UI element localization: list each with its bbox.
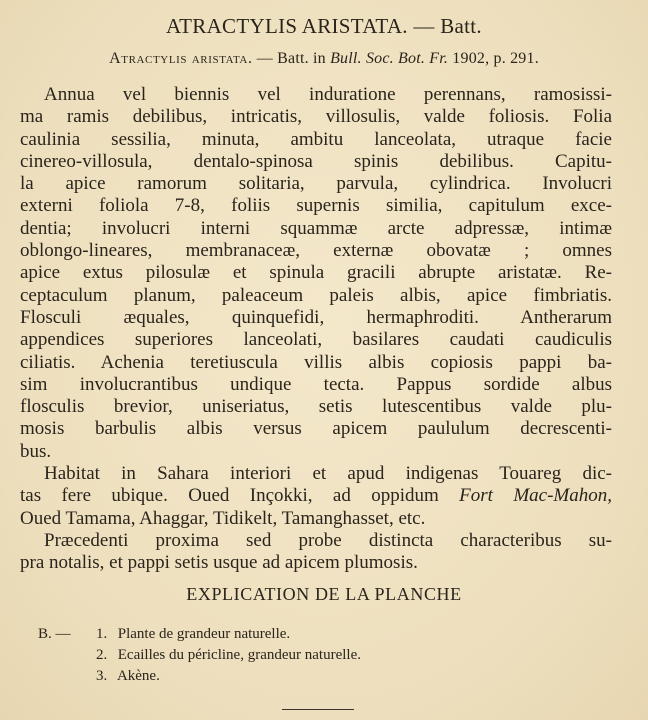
description-line: caulinia sessilia, minuta, ambitu lanceolata, utraque facie: [20, 128, 612, 150]
habitat-place-name: Fort Mac-Mahon,: [459, 485, 612, 507]
description-line: oblongo-lineares, membranaceæ, externæ obovatæ ; omnes: [20, 240, 612, 262]
legend-item: [38, 666, 361, 687]
citation-line: [0, 50, 648, 68]
notes-line: pra notalis, et pappi setis usque ad apicem plumosis.: [20, 552, 418, 574]
habitat-line: Oued Tamama, Ahaggar, Tidikelt, Tamanghasset, etc.: [20, 507, 426, 529]
description-text: [20, 84, 612, 575]
description-line: sim involucrantibus undique tecta. Pappus sordide albus: [20, 373, 612, 395]
habitat-line: [20, 485, 612, 507]
plate-legend: [38, 624, 361, 687]
description-line: Annua vel biennis vel induratione perennans, ramosissi-: [44, 84, 612, 105]
description-line: apice extus pilosulæ et spinula gracili abrupte aristatæ. Re-: [20, 262, 612, 284]
description-line: externi foliola 7-8, foliis supernis similia, capitulum exce-: [20, 195, 612, 217]
citation-species-name: Atractylis aristata.: [109, 50, 253, 67]
description-line: ceptaculum planum, paleaceum paleis albis, apice fimbriatis.: [20, 284, 612, 306]
legend-number: 1.: [96, 626, 108, 642]
citation-author: — Batt. in: [252, 50, 331, 67]
habitat-line: Habitat in Sahara interiori et apud indigenas Touareg dic-: [44, 463, 612, 485]
species-title: ATRACTYLIS ARISTATA. — Batt.: [166, 14, 482, 38]
description-line: la apice ramorum solitaria, parvula, cylindrica. Involucri: [20, 173, 612, 195]
description-line: ma ramis debilibus, intricatis, villosulis, valde foliosis. Folia: [20, 106, 612, 128]
description-line: flosculis brevior, uniseriatus, setis lutescentibus valde plu-: [20, 396, 612, 418]
habitat-line-text: tas fere ubique. Oued Inçokki, ad oppidum: [20, 485, 460, 507]
legend-text: Plante de grandeur naturelle.: [117, 626, 291, 642]
description-line: dentia; involucri interni squammæ arcte adpressæ, intimæ: [20, 217, 612, 239]
citation-reference: 1902, p. 291.: [448, 50, 539, 67]
legend-item: [38, 624, 361, 645]
description-line: Flosculi æquales, quinquefidi, hermaphroditi. Antherarum: [20, 306, 612, 328]
legend-text: Ecailles du péricline, grandeur naturelle.: [117, 647, 361, 663]
notes-line: Præcedenti proxima sed probe distincta characteribus su-: [44, 529, 612, 551]
explication-heading: EXPLICATION DE LA PLANCHE: [186, 584, 462, 604]
legend-number: 3.: [96, 668, 108, 684]
legend-text: Akène.: [116, 668, 160, 684]
legend-prefix: B. —: [38, 626, 71, 642]
description-line: ciliatis. Achenia teretiuscula villis albis copiosis pappi ba-: [20, 351, 612, 373]
legend-item: [38, 645, 361, 666]
description-line: mosis barbulis albis versus apicem paululum decrescenti-: [20, 418, 612, 440]
closing-rule: [282, 709, 354, 710]
citation-journal: Bull. Soc. Bot. Fr.: [330, 50, 449, 67]
description-line: appendices superiores lanceolati, basilares caudati caudiculis: [20, 329, 612, 351]
description-line: cinereo-villosula, dentalo-spinosa spinis debilibus. Capitu-: [20, 150, 612, 172]
description-line: bus.: [20, 440, 52, 462]
legend-number: 2.: [96, 647, 108, 663]
